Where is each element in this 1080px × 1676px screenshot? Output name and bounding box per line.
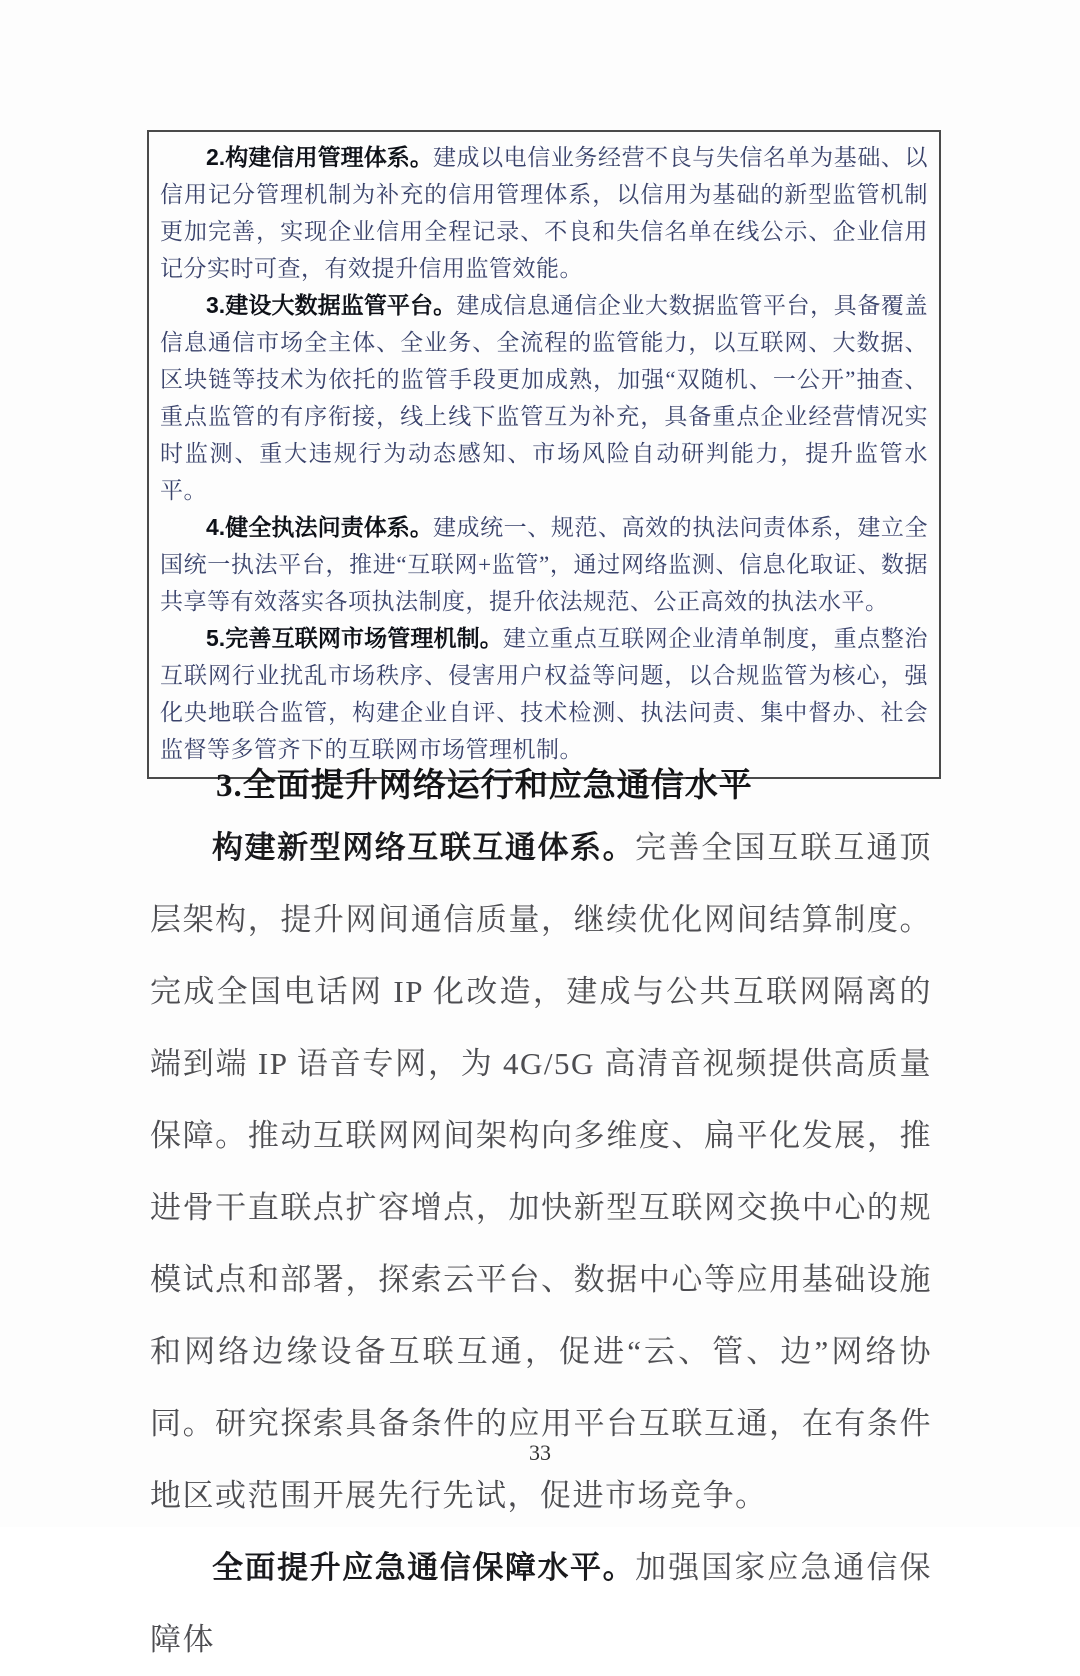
box-paragraph: [160, 139, 928, 287]
section-heading: 3.全面提升网络运行和应急通信水平: [216, 768, 753, 804]
box-paragraph-lead: 2.构建信用管理体系。: [206, 144, 433, 170]
box-paragraph: [160, 287, 928, 509]
main-text-block: [150, 752, 932, 1676]
box-paragraph: [160, 509, 928, 620]
body-paragraph: [150, 812, 932, 1532]
body-paragraph-text: 加强国家应急通信保障体: [150, 1550, 933, 1657]
numbered-items-box: [147, 130, 941, 779]
box-paragraph-lead: 4.健全执法问责体系。: [206, 514, 433, 540]
box-paragraph-text: 建成信息通信企业大数据监管平台，具备覆盖信息通信市场全主体、全业务、全流程的监管能力，以互联网、大数据、区块链等技术为依托的监管手段更加成熟，加强“双随机、一公开”抽查、重点监管的有序衔接，线上线下监管互为补充，具备重点企业经营情况实时监测、重大违规行为动态感知、市场风险自动研判能力，提升监管水平。: [160, 293, 928, 503]
body-paragraph-lead: 全面提升应急通信保障水平。: [212, 1550, 636, 1585]
box-paragraph-lead: 3.建设大数据监管平台。: [206, 292, 457, 318]
box-paragraph-text: 建立重点互联网企业清单制度，重点整治互联网行业扰乱市场秩序、侵害用户权益等问题，以合规监管为核心，强化央地联合监管，构建企业自评、技术检测、执法问责、集中督办、社会监督等多管齐下的互联网市场管理机制。: [160, 626, 929, 762]
body-paragraph-lead: 构建新型网络互联互通体系。: [212, 830, 636, 865]
body-paragraph: [150, 1532, 932, 1676]
box-paragraph-text: 建成统一、规范、高效的执法问责体系，建立全国统一执法平台，推进“互联网+监管”，通过网络监测、信息化取证、数据共享等有效落实各项执法制度，提升依法规范、公正高效的执法水平。: [160, 515, 928, 614]
page-number: 33: [529, 1440, 551, 1465]
box-paragraph-text: 建成以电信业务经营不良与失信名单为基础、以信用记分管理机制为补充的信用管理体系，以信用为基础的新型监管机制更加完善，实现企业信用全程记录、不良和失信名单在线公示、企业信用记分实时可查，有效提升信用监管效能。: [160, 145, 928, 281]
body-paragraph-text: 完善全国互联互通顶层架构，提升网间通信质量，继续优化网间结算制度。完成全国电话网 IP 化改造，建成与公共互联网隔离的端到端 IP 语音专网，为 4G/5G 高清音视频提供高质量保障。推动互联网网间架构向多维度、扁平化发展，推进骨干直联点扩容增点，加快新型互联网交换中心的规模试点和部署，探索云平台、数据中心等应用基础设施和网络边缘设备互联互通，促进“云、管、边”网络协同。研究探索具备条件的应用平台互联互通，在有条件地区或范围开展先行先试，促进市场竞争。: [150, 830, 933, 1513]
body-paragraphs: [150, 812, 932, 1676]
box-paragraph: [160, 620, 928, 768]
box-paragraph-lead: 5.完善互联网市场管理机制。: [206, 625, 503, 651]
